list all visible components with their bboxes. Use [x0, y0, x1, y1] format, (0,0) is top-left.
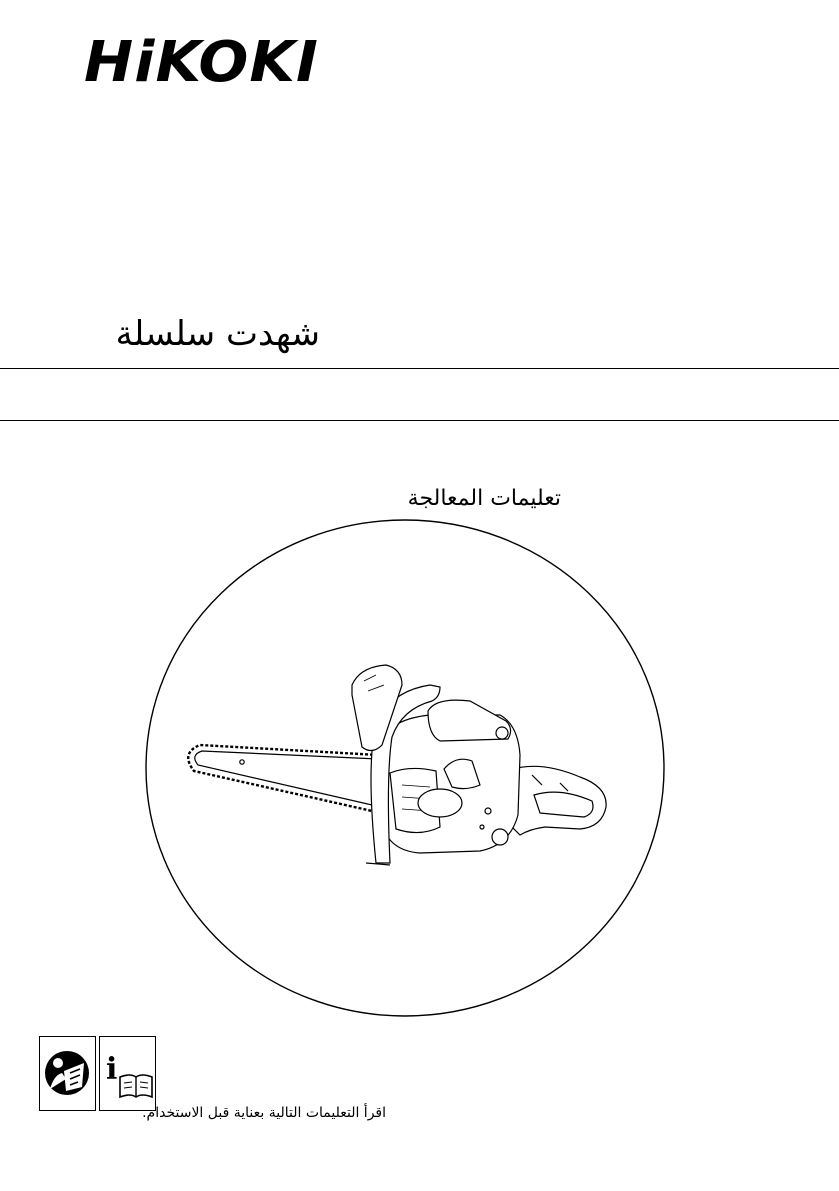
chainsaw-illustration [140, 515, 670, 1020]
info-book-icon [99, 1036, 156, 1111]
manual-title: تعليمات المعالجة [407, 486, 561, 511]
brand-logo: HiKOKI [84, 30, 319, 95]
svg-text:i: i [106, 1052, 118, 1087]
divider-bottom [0, 420, 839, 421]
guide-bar [188, 745, 378, 811]
read-instructions-note: اقرأ التعليمات التالية بعناية قبل الاستخدام. [142, 1105, 386, 1121]
product-title: شهدت سلسلة [115, 314, 320, 354]
read-manual-icon [39, 1036, 96, 1111]
divider-top [0, 368, 839, 369]
